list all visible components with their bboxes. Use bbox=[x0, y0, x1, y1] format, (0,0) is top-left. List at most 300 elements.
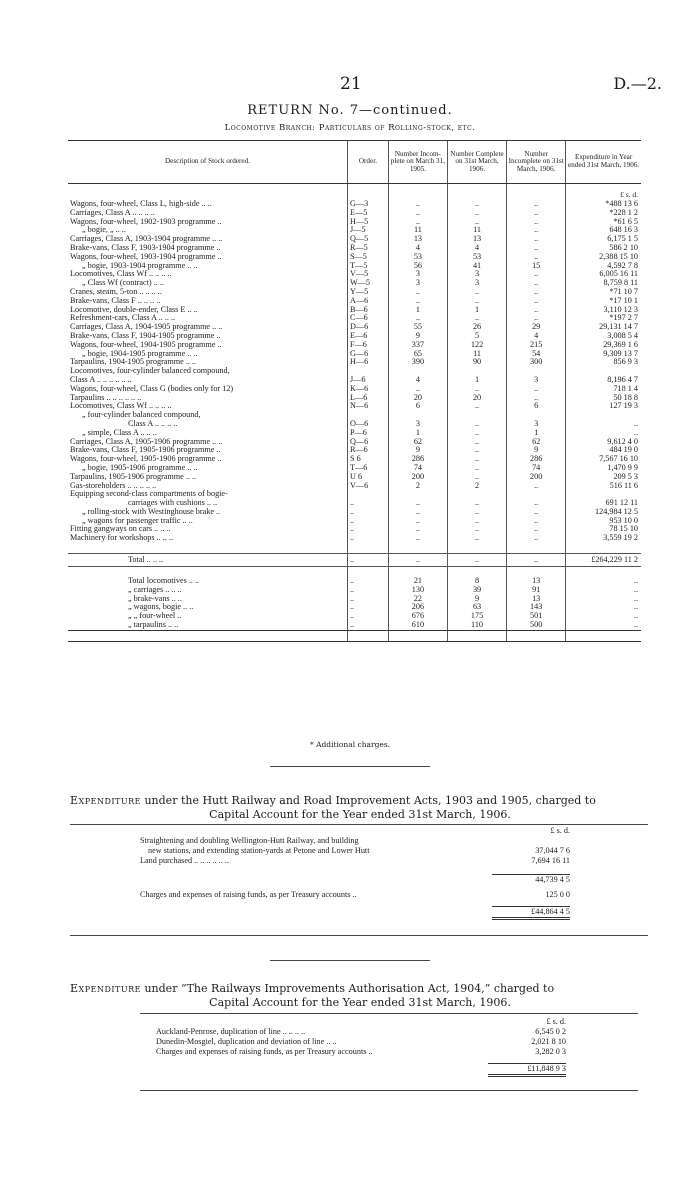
section1-title-line2: Capital Account for the Year ended 31st March, 1906. bbox=[209, 808, 511, 821]
row-expenditure: 3,559 19 2 bbox=[566, 534, 641, 543]
s2-line2: Dunedin-Mosgiel, duplication and deviation of line .. .. bbox=[156, 1037, 337, 1046]
row-description: Tarpaulins .. .. .. .. .. .. bbox=[70, 393, 142, 402]
row-incomplete-1906: 1 bbox=[507, 429, 566, 438]
summary-b: 9 bbox=[447, 595, 506, 604]
row-incomplete-1906: .. bbox=[507, 534, 566, 543]
row-order: N—6 bbox=[348, 402, 389, 411]
row-order: U 6 bbox=[348, 473, 389, 482]
row-incomplete-1906: .. bbox=[507, 226, 566, 235]
row-complete-1906: .. bbox=[447, 420, 506, 429]
row-incomplete-1906: 9 bbox=[507, 446, 566, 455]
row-complete-1906: 4 bbox=[447, 244, 506, 253]
summary-row bbox=[68, 595, 641, 604]
row-order: .. bbox=[348, 525, 389, 534]
row-description: Wagons, four-wheel, 1903-1904 programme .. bbox=[70, 252, 222, 261]
row-incomplete-1906 bbox=[507, 490, 566, 499]
row-incomplete-1906: .. bbox=[507, 385, 566, 394]
row-complete-1906: .. bbox=[447, 499, 506, 508]
row-expenditure: 691 12 11 bbox=[566, 499, 641, 508]
row-expenditure: 1,470 9 9 bbox=[566, 464, 641, 473]
table-row bbox=[68, 235, 641, 244]
row-incomplete-1906: .. bbox=[507, 200, 566, 209]
row-complete-1906 bbox=[447, 411, 506, 420]
header-complete-1906: Number Complete on 31st March, 1906. bbox=[447, 141, 506, 184]
row-expenditure: 9,309 13 7 bbox=[566, 350, 641, 359]
table-body bbox=[68, 184, 641, 642]
row-description: carriages with cushions .. .. bbox=[128, 499, 218, 508]
row-expenditure bbox=[566, 490, 641, 499]
row-incomplete-1905: 2 bbox=[388, 482, 447, 491]
table-row bbox=[68, 323, 641, 332]
s1-line3-amount: 7,694 16 11 bbox=[531, 856, 570, 865]
total-a: .. bbox=[388, 554, 447, 567]
row-incomplete-1906: .. bbox=[507, 279, 566, 288]
section2-title-line2: Capital Account for the Year ended 31st March, 1906. bbox=[209, 996, 511, 1009]
row-description: Carriages, Class A, 1904-1905 programme .. .. bbox=[70, 323, 223, 332]
row-expenditure: 78 15 10 bbox=[566, 525, 641, 534]
row-expenditure: *61 6 5 bbox=[566, 218, 641, 227]
summary-order: .. bbox=[348, 595, 389, 604]
row-incomplete-1906: .. bbox=[507, 297, 566, 306]
row-incomplete-1905: 9 bbox=[388, 332, 447, 341]
row-incomplete-1906: 29 bbox=[507, 323, 566, 332]
header-incomplete-1905: Number Incom- plete on March 31, 1905. bbox=[388, 141, 447, 184]
summary-c: 91 bbox=[507, 586, 566, 595]
row-order: V—5 bbox=[348, 270, 389, 279]
row-order: F—6 bbox=[348, 341, 389, 350]
total-label: Total .. .. .. bbox=[68, 554, 348, 567]
summary-order: .. bbox=[348, 577, 389, 586]
row-incomplete-1906: .. bbox=[507, 306, 566, 315]
currency-header: £ s. d. bbox=[546, 1017, 566, 1026]
row-incomplete-1905: .. bbox=[388, 288, 447, 297]
row-description: „ simple, Class A .. .. .. bbox=[82, 428, 157, 437]
row-complete-1906: .. bbox=[447, 314, 506, 323]
total-b: .. bbox=[447, 554, 506, 567]
row-description: Fitting gangways on cars .. .. .. bbox=[70, 525, 171, 534]
row-description: Brake-vans, Class F, 1904-1905 programme .. bbox=[70, 331, 221, 340]
row-complete-1906: .. bbox=[447, 288, 506, 297]
row-order: T—5 bbox=[348, 262, 389, 271]
row-description: Tarpaulins, 1905-1906 programme .. .. bbox=[70, 472, 197, 481]
section1-title bbox=[70, 794, 650, 822]
summary-a: 206 bbox=[388, 603, 447, 612]
table-row bbox=[68, 525, 641, 534]
summary-c: 501 bbox=[507, 612, 566, 621]
row-complete-1906: .. bbox=[447, 209, 506, 218]
summary-row bbox=[68, 603, 641, 612]
row-incomplete-1905: 3 bbox=[388, 420, 447, 429]
summary-order: .. bbox=[348, 603, 389, 612]
summary-b: 39 bbox=[447, 586, 506, 595]
table-row bbox=[68, 297, 641, 306]
row-complete-1906: .. bbox=[447, 218, 506, 227]
row-incomplete-1905: 286 bbox=[388, 455, 447, 464]
section2-title-rest: under “The Railways Improvements Authorisation Act, 1904,” charged to bbox=[144, 982, 555, 995]
row-description: Carriages, Class A, 1903-1904 programme .. .. bbox=[70, 235, 223, 244]
row-expenditure: 50 18 8 bbox=[566, 394, 641, 403]
row-incomplete-1905: 390 bbox=[388, 358, 447, 367]
row-description: Brake-vans, Class F .. .. .. .. bbox=[70, 296, 161, 305]
table-row bbox=[68, 534, 641, 543]
row-incomplete-1905: 3 bbox=[388, 279, 447, 288]
row-order: K—6 bbox=[348, 385, 389, 394]
row-incomplete-1906: .. bbox=[507, 270, 566, 279]
table-row bbox=[68, 490, 641, 499]
table-row bbox=[68, 314, 641, 323]
table-row bbox=[68, 350, 641, 359]
row-order: J—6 bbox=[348, 376, 389, 385]
row-incomplete-1906 bbox=[507, 411, 566, 420]
summary-expenditure: .. bbox=[566, 595, 641, 604]
spacer-row bbox=[68, 543, 641, 554]
section1-title-rest: under the Hutt Railway and Road Improvement Acts, 1903 and 1905, charged to bbox=[144, 794, 596, 807]
row-order bbox=[348, 411, 389, 420]
row-order bbox=[348, 490, 389, 499]
row-order: .. bbox=[348, 499, 389, 508]
row-complete-1906: 2 bbox=[447, 482, 506, 491]
row-expenditure: .. bbox=[566, 429, 641, 438]
row-incomplete-1905: 4 bbox=[388, 376, 447, 385]
row-expenditure: 586 2 10 bbox=[566, 244, 641, 253]
table-row bbox=[68, 332, 641, 341]
total-c: .. bbox=[507, 554, 566, 567]
table-row bbox=[68, 270, 641, 279]
row-incomplete-1906: 3 bbox=[507, 376, 566, 385]
row-description: „ bogie, 1905-1906 programme .. .. bbox=[82, 463, 198, 472]
row-incomplete-1906: 3 bbox=[507, 420, 566, 429]
row-description: Cranes, steam, 5-ton .. .. .. .. bbox=[70, 287, 162, 296]
total-expenditure: £264,229 11 2 bbox=[566, 554, 641, 567]
row-expenditure: 124,984 12 5 bbox=[566, 508, 641, 517]
row-order: G—3 bbox=[348, 200, 389, 209]
rolling-stock-table bbox=[68, 140, 641, 642]
table-row bbox=[68, 358, 641, 367]
row-description: Brake-vans, Class F, 1905-1906 programme .. bbox=[70, 446, 221, 455]
row-incomplete-1906: .. bbox=[507, 218, 566, 227]
row-complete-1906: 53 bbox=[447, 253, 506, 262]
row-expenditure: 8,759 8 11 bbox=[566, 279, 641, 288]
row-incomplete-1906: 62 bbox=[507, 438, 566, 447]
table-row bbox=[68, 517, 641, 526]
row-complete-1906 bbox=[447, 490, 506, 499]
table-row bbox=[68, 253, 641, 262]
table-row bbox=[68, 499, 641, 508]
row-order: Y—5 bbox=[348, 288, 389, 297]
row-incomplete-1905: .. bbox=[388, 499, 447, 508]
summary-a: 610 bbox=[388, 621, 447, 630]
spacer-row bbox=[68, 567, 641, 578]
row-description: Wagons, four-wheel, Class G (bodies only for 12) bbox=[70, 384, 234, 393]
row-expenditure: 3,110 12 3 bbox=[566, 306, 641, 315]
row-complete-1906: .. bbox=[447, 525, 506, 534]
row-complete-1906: 1 bbox=[447, 376, 506, 385]
divider bbox=[140, 1013, 638, 1014]
row-incomplete-1905 bbox=[388, 490, 447, 499]
s2-line1: Auckland-Penrose, duplication of line .. .. .. .. bbox=[156, 1027, 306, 1036]
page-number: 21 bbox=[340, 74, 362, 94]
row-description: Carriages, Class A, 1905-1906 programme .. .. bbox=[70, 437, 223, 446]
row-complete-1906: 11 bbox=[447, 226, 506, 235]
row-description: „ Class Wf (contract) .. .. bbox=[82, 279, 164, 288]
row-complete-1906: .. bbox=[447, 446, 506, 455]
row-incomplete-1906: .. bbox=[507, 209, 566, 218]
row-description: Machinery for workshops .. .. .. bbox=[70, 534, 174, 543]
row-order: S—5 bbox=[348, 253, 389, 262]
row-incomplete-1906: .. bbox=[507, 394, 566, 403]
row-complete-1906: .. bbox=[447, 200, 506, 209]
return-title: RETURN No. 7—continued. bbox=[247, 103, 453, 118]
table-row bbox=[68, 402, 641, 411]
summary-expenditure: .. bbox=[566, 577, 641, 586]
row-expenditure: 856 9 3 bbox=[566, 358, 641, 367]
summary-c: 13 bbox=[507, 577, 566, 586]
row-incomplete-1905: 13 bbox=[388, 235, 447, 244]
row-order: C—6 bbox=[348, 314, 389, 323]
row-description: „ bogie, „ .. .. bbox=[82, 226, 126, 235]
row-order: V—6 bbox=[348, 482, 389, 491]
row-incomplete-1906: .. bbox=[507, 244, 566, 253]
row-expenditure: 209 5 3 bbox=[566, 473, 641, 482]
table-row bbox=[68, 411, 641, 420]
row-expenditure bbox=[566, 411, 641, 420]
row-order: O—6 bbox=[348, 420, 389, 429]
row-incomplete-1906: .. bbox=[507, 508, 566, 517]
header-expenditure: Expenditure in Year ended 31st March, 1906. bbox=[566, 141, 641, 184]
row-complete-1906: .. bbox=[447, 438, 506, 447]
row-order: .. bbox=[348, 517, 389, 526]
row-incomplete-1905: .. bbox=[388, 209, 447, 218]
summary-expenditure: .. bbox=[566, 612, 641, 621]
table-row bbox=[68, 394, 641, 403]
currency-header: £ s. d. bbox=[566, 191, 641, 200]
summary-expenditure: .. bbox=[566, 621, 641, 630]
table-row bbox=[68, 420, 641, 429]
row-complete-1906: .. bbox=[447, 297, 506, 306]
section1-title-lead: Expenditure bbox=[70, 794, 141, 807]
row-complete-1906: .. bbox=[447, 385, 506, 394]
row-incomplete-1906: .. bbox=[507, 314, 566, 323]
row-incomplete-1905: .. bbox=[388, 525, 447, 534]
row-incomplete-1905: 62 bbox=[388, 438, 447, 447]
row-incomplete-1905: 20 bbox=[388, 394, 447, 403]
row-expenditure: 484 19 0 bbox=[566, 446, 641, 455]
divider bbox=[70, 824, 648, 825]
row-description: Class A .. .. .. .. .. .. bbox=[70, 375, 132, 384]
divider bbox=[270, 766, 430, 767]
row-order: H—6 bbox=[348, 358, 389, 367]
row-incomplete-1905 bbox=[388, 367, 447, 376]
table-row bbox=[68, 288, 641, 297]
s2-total: £11,848 9 3 bbox=[488, 1063, 566, 1077]
row-description: Equipping second-class compartments of bogie- bbox=[70, 490, 228, 499]
row-incomplete-1906: 74 bbox=[507, 464, 566, 473]
row-incomplete-1906: .. bbox=[507, 499, 566, 508]
row-complete-1906: .. bbox=[447, 473, 506, 482]
s2-line2-amount: 2,021 8 10 bbox=[531, 1037, 566, 1046]
row-complete-1906: 1 bbox=[447, 306, 506, 315]
row-complete-1906: 3 bbox=[447, 270, 506, 279]
row-description: Carriages, Class A .. .. .. .. bbox=[70, 208, 155, 217]
row-incomplete-1905: 6 bbox=[388, 402, 447, 411]
row-description: „ rolling-stock with Westinghouse brake .. bbox=[82, 507, 221, 516]
row-order: B—6 bbox=[348, 306, 389, 315]
row-complete-1906: .. bbox=[447, 517, 506, 526]
summary-row bbox=[68, 577, 641, 586]
row-expenditure: .. bbox=[566, 420, 641, 429]
row-incomplete-1906: 215 bbox=[507, 341, 566, 350]
row-expenditure: 4,592 7 8 bbox=[566, 262, 641, 271]
document-reference: D.—2. bbox=[613, 74, 662, 93]
row-expenditure: 2,388 15 10 bbox=[566, 253, 641, 262]
header-incomplete-1906: Number Incomplete on 31st March, 1906. bbox=[507, 141, 566, 184]
row-incomplete-1906: 15 bbox=[507, 262, 566, 271]
row-description: Wagons, four-wheel, Class L, high-side .. .. bbox=[70, 200, 212, 208]
row-order: W—5 bbox=[348, 279, 389, 288]
row-description: Tarpaulins, 1904-1905 programme .. .. bbox=[70, 358, 197, 367]
row-expenditure: 9,612 4 0 bbox=[566, 438, 641, 447]
summary-c: 13 bbox=[507, 595, 566, 604]
row-complete-1906: .. bbox=[447, 508, 506, 517]
row-complete-1906: 20 bbox=[447, 394, 506, 403]
row-incomplete-1905: .. bbox=[388, 200, 447, 209]
row-incomplete-1906: .. bbox=[507, 517, 566, 526]
row-complete-1906: .. bbox=[447, 464, 506, 473]
row-order: D—6 bbox=[348, 323, 389, 332]
row-expenditure: 8,196 4 7 bbox=[566, 376, 641, 385]
row-order: A—6 bbox=[348, 297, 389, 306]
table-row bbox=[68, 226, 641, 235]
row-incomplete-1906: 286 bbox=[507, 455, 566, 464]
row-order: E—5 bbox=[348, 209, 389, 218]
summary-label: „ tarpaulins .. .. bbox=[68, 621, 348, 630]
s1-subtotal: 44,739 4 5 bbox=[492, 874, 570, 885]
row-expenditure: 6,175 1 5 bbox=[566, 235, 641, 244]
row-expenditure: 648 16 3 bbox=[566, 226, 641, 235]
row-incomplete-1906: 4 bbox=[507, 332, 566, 341]
row-complete-1906: 11 bbox=[447, 350, 506, 359]
summary-b: 8 bbox=[447, 577, 506, 586]
row-incomplete-1905: 1 bbox=[388, 429, 447, 438]
table-row bbox=[68, 376, 641, 385]
section1-body bbox=[140, 826, 570, 916]
row-expenditure: 7,567 16 10 bbox=[566, 455, 641, 464]
row-incomplete-1905: 1 bbox=[388, 306, 447, 315]
row-complete-1906: .. bbox=[447, 429, 506, 438]
table-row bbox=[68, 385, 641, 394]
row-description: „ bogie, 1903-1904 programme .. .. bbox=[82, 261, 198, 270]
s1-total: £44,864 4 5 bbox=[492, 906, 570, 920]
table-row bbox=[68, 262, 641, 271]
s1-line2: new stations, and extending station-yards at Petone and Lower Hutt bbox=[148, 846, 370, 855]
return-subtitle: Locomotive Branch: Particulars of Rolling-stock, etc. bbox=[224, 123, 476, 133]
row-incomplete-1905: .. bbox=[388, 385, 447, 394]
row-expenditure: 953 10 0 bbox=[566, 517, 641, 526]
table-row bbox=[68, 279, 641, 288]
row-complete-1906: 5 bbox=[447, 332, 506, 341]
summary-a: 22 bbox=[388, 595, 447, 604]
row-incomplete-1905: .. bbox=[388, 314, 447, 323]
row-incomplete-1906: 300 bbox=[507, 358, 566, 367]
row-order: R—5 bbox=[348, 244, 389, 253]
divider bbox=[140, 1090, 638, 1091]
row-order: R—6 bbox=[348, 446, 389, 455]
summary-order: .. bbox=[348, 612, 389, 621]
row-complete-1906: 13 bbox=[447, 235, 506, 244]
row-incomplete-1905: 65 bbox=[388, 350, 447, 359]
row-incomplete-1906: .. bbox=[507, 253, 566, 262]
table-row bbox=[68, 200, 641, 209]
row-order: .. bbox=[348, 534, 389, 543]
row-order: T—6 bbox=[348, 464, 389, 473]
table-row bbox=[68, 209, 641, 218]
summary-b: 110 bbox=[447, 621, 506, 630]
row-incomplete-1906: 6 bbox=[507, 402, 566, 411]
row-description: Wagons, four-wheel, 1905-1906 programme .. bbox=[70, 455, 222, 464]
row-description: „ wagons for passenger traffic .. .. bbox=[82, 516, 193, 525]
row-order bbox=[348, 367, 389, 376]
row-incomplete-1905: 4 bbox=[388, 244, 447, 253]
summary-b: 175 bbox=[447, 612, 506, 621]
row-order: L—6 bbox=[348, 394, 389, 403]
row-incomplete-1905: 200 bbox=[388, 473, 447, 482]
summary-row bbox=[68, 621, 641, 630]
row-complete-1906: .. bbox=[447, 534, 506, 543]
row-complete-1906: 3 bbox=[447, 279, 506, 288]
row-order: Q—6 bbox=[348, 438, 389, 447]
row-incomplete-1905: 3 bbox=[388, 270, 447, 279]
section2-title bbox=[70, 982, 650, 1010]
header-description: Description of Stock ordered. bbox=[68, 141, 348, 184]
row-description: Wagons, four-wheel, 1902-1903 programme .. bbox=[70, 217, 222, 226]
summary-label: „ wagons, bogie .. .. bbox=[128, 603, 194, 612]
s1-line4-amount: 125 0 0 bbox=[545, 890, 570, 899]
row-description: „ bogie, 1904-1905 programme .. .. bbox=[82, 349, 198, 358]
table-row bbox=[68, 455, 641, 464]
table-row bbox=[68, 446, 641, 455]
row-incomplete-1905: .. bbox=[388, 218, 447, 227]
row-expenditure bbox=[566, 367, 641, 376]
row-expenditure: *228 1 2 bbox=[566, 209, 641, 218]
summary-b: 63 bbox=[447, 603, 506, 612]
row-incomplete-1905: .. bbox=[388, 517, 447, 526]
row-order: J—5 bbox=[348, 226, 389, 235]
row-description: „ four-cylinder balanced compound, bbox=[82, 411, 201, 420]
row-incomplete-1906: .. bbox=[507, 235, 566, 244]
summary-a: 21 bbox=[388, 577, 447, 586]
summary-a: 676 bbox=[388, 612, 447, 621]
summary-a: 130 bbox=[388, 586, 447, 595]
footnote: * Additional charges. bbox=[309, 740, 391, 749]
row-complete-1906 bbox=[447, 367, 506, 376]
row-incomplete-1905: 11 bbox=[388, 226, 447, 235]
row-order: G—6 bbox=[348, 350, 389, 359]
row-expenditure: 516 11 6 bbox=[566, 482, 641, 491]
summary-order: .. bbox=[348, 586, 389, 595]
row-description: Brake-vans, Class F, 1903-1904 programme .. bbox=[70, 243, 221, 252]
table-row bbox=[68, 218, 641, 227]
s1-line1: Straightening and doubling Wellington-Hutt Railway, and building bbox=[140, 836, 359, 845]
row-expenditure: 29,369 1 6 bbox=[566, 341, 641, 350]
row-complete-1906: 41 bbox=[447, 262, 506, 271]
row-incomplete-1906: .. bbox=[507, 525, 566, 534]
row-order: S 6 bbox=[348, 455, 389, 464]
row-incomplete-1905: .. bbox=[388, 534, 447, 543]
header-order: Order. bbox=[348, 141, 389, 184]
table-row bbox=[68, 473, 641, 482]
s1-line2-amount: 37,044 7 6 bbox=[535, 846, 570, 855]
total-row bbox=[68, 554, 641, 567]
